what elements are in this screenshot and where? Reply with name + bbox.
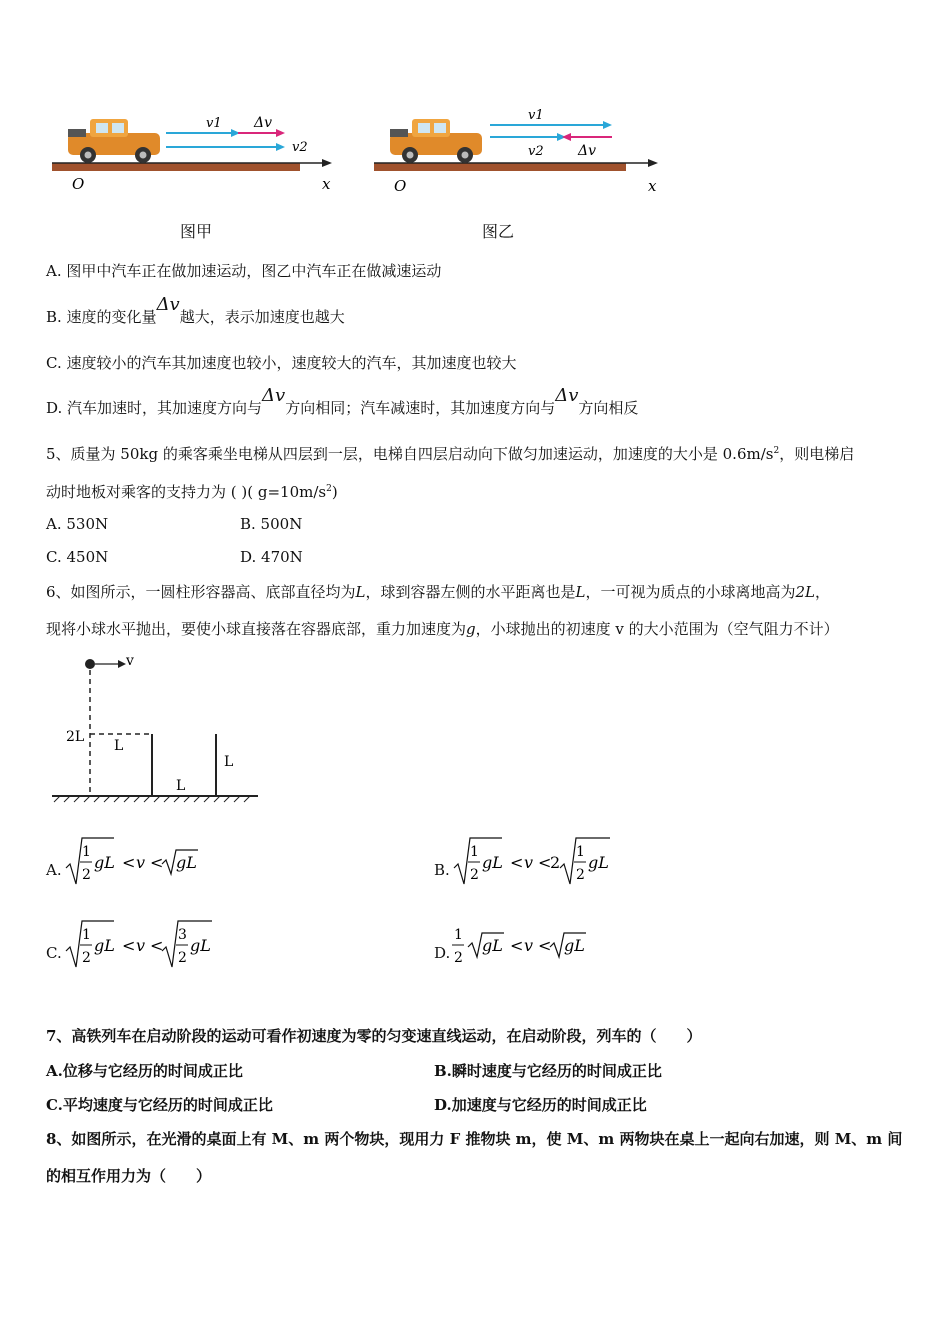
figure-car-left <box>40 105 350 215</box>
svg-text:1: 1 <box>82 927 91 943</box>
q5-stem-line2 <box>46 481 338 502</box>
q4-option-d-mid: 方向相同；汽车减速时，其加速度方向与 <box>285 399 556 417</box>
q6-line2-a: 现将小球水平抛出，要使小球直接落在容器底部，重力加速度为 <box>46 620 467 638</box>
q6-line2-b: ，小球抛出的初速度 v 的大小范围为（空气阻力不计） <box>475 620 839 638</box>
q6-line1-a: 6、如图所示，一圆柱形容器高、底部直径均为 <box>46 583 356 601</box>
ground-bar <box>52 163 300 171</box>
dv-label: Δv <box>254 115 273 131</box>
q8-stem-line2: 的相互作用力为（ ） <box>46 1167 212 1185</box>
svg-text:<: < <box>150 853 164 872</box>
car-icon <box>390 119 482 163</box>
label-L-right: L <box>224 754 234 770</box>
ball <box>85 659 95 669</box>
v1-label: v1 <box>206 116 222 131</box>
var-2L: 2L <box>795 583 816 601</box>
svg-text:1: 1 <box>82 844 91 860</box>
q7-stem: 7、高铁列车在启动阶段的运动可看作初速度为零的匀变速直线运动，在启动阶段，列车的（ ） <box>46 1027 702 1045</box>
svg-text:2: 2 <box>454 950 463 966</box>
q6-option-c-label: C. <box>46 944 62 962</box>
q5-option-d: D. 470N <box>240 548 303 566</box>
origin-label: O <box>394 177 407 195</box>
svg-text:<: < <box>510 853 524 872</box>
q6-option-a-formula <box>62 830 212 890</box>
var-L: L <box>575 583 586 601</box>
q4-option-b-post: 越大，表示加速度也越大 <box>179 308 345 326</box>
svg-text:1: 1 <box>576 844 585 860</box>
q6-option-b-label: B. <box>434 861 450 879</box>
svg-text:2: 2 <box>470 867 479 883</box>
svg-text:1: 1 <box>454 927 463 943</box>
svg-text:v: v <box>136 853 146 872</box>
svg-text:<: < <box>538 936 552 955</box>
svg-text:<: < <box>122 853 136 872</box>
q4-option-d <box>46 385 639 418</box>
q7-option-d: D.加速度与它经历的时间成正比 <box>434 1096 647 1114</box>
svg-text:<: < <box>538 853 552 872</box>
delta-v-symbol: Δv <box>156 294 180 315</box>
svg-text:2: 2 <box>550 853 561 872</box>
q6-option-a-label: A. <box>46 861 62 879</box>
q6-stem-line1 <box>46 581 830 602</box>
svg-text:gL: gL <box>564 936 585 955</box>
svg-text:gL: gL <box>176 853 197 872</box>
origin-label: O <box>72 175 85 193</box>
velocity-arrow <box>118 660 126 668</box>
q5-line2-text: 动时地板对乘客的支持力为 ( )( g=10m/s <box>46 483 327 501</box>
delta-v-symbol: Δv <box>262 385 286 406</box>
var-L: L <box>355 583 366 601</box>
ground-bar <box>374 163 626 171</box>
q4-option-d-pre: D. 汽车加速时，其加速度方向与 <box>46 399 263 417</box>
svg-text:2: 2 <box>82 950 91 966</box>
superscript: 2 <box>773 446 780 456</box>
q7-option-b: B.瞬时速度与它经历的时间成正比 <box>434 1062 662 1080</box>
q6-figure <box>48 650 268 805</box>
svg-text:2: 2 <box>576 867 585 883</box>
q6-option-b-formula <box>450 830 620 890</box>
v2-label: v2 <box>292 140 308 155</box>
v1-label: v1 <box>528 108 544 123</box>
svg-text:gL: gL <box>482 936 503 955</box>
q5-line1-text: 5、质量为 50kg 的乘客乘坐电梯从四层到一层，电梯自四层启动向下做匀加速运动，加速度的大小是 0.6m/s <box>46 445 774 463</box>
var-g: g <box>466 620 476 638</box>
caption-figure-b: 图乙 <box>482 222 515 241</box>
q6-option-c-formula <box>62 913 222 973</box>
q6-option-d-formula <box>450 913 600 973</box>
svg-text:gL: gL <box>588 853 609 872</box>
svg-text:<: < <box>150 936 164 955</box>
svg-text:<: < <box>122 936 136 955</box>
q7-option-a: A.位移与它经历的时间成正比 <box>46 1062 243 1080</box>
label-2L: 2L <box>66 729 85 745</box>
figure-car-right <box>362 105 672 215</box>
label-L-top: L <box>114 738 124 754</box>
svg-text:2: 2 <box>178 950 187 966</box>
q6-line1-d: ， <box>815 583 831 601</box>
car-icon <box>68 119 160 163</box>
q4-option-c: C. 速度较小的汽车其加速度也较小，速度较大的汽车，其加速度也较大 <box>46 354 517 372</box>
q5-line1-tail: ，则电梯启 <box>779 445 855 463</box>
q5-option-b: B. 500N <box>240 515 303 533</box>
svg-text:<: < <box>510 936 524 955</box>
q5-option-c: C. 450N <box>46 548 109 566</box>
svg-text:2: 2 <box>82 867 91 883</box>
q4-option-a: A. 图甲中汽车正在做加速运动，图乙中汽车正在做减速运动 <box>46 262 442 280</box>
label-L-bottom: L <box>176 778 186 794</box>
svg-text:gL: gL <box>94 853 115 872</box>
q6-option-d-label: D. <box>434 944 451 962</box>
q5-stem-line1 <box>46 443 854 464</box>
q4-option-b <box>46 294 345 327</box>
svg-text:gL: gL <box>482 853 503 872</box>
svg-text:1: 1 <box>470 844 479 860</box>
superscript: 2 <box>326 484 332 494</box>
q5-line2-tail: ) <box>331 483 338 501</box>
x-axis-arrow <box>322 159 332 167</box>
q4-option-b-pre: B. 速度的变化量 <box>46 308 157 326</box>
label-v: v <box>126 653 134 669</box>
svg-text:v: v <box>524 936 534 955</box>
q6-line1-c: ，一可视为质点的小球离地高为 <box>585 583 796 601</box>
q7-option-c: C.平均速度与它经历的时间成正比 <box>46 1096 273 1114</box>
caption-figure-a: 图甲 <box>180 222 213 241</box>
v2-label: v2 <box>528 144 544 159</box>
q6-stem-line2 <box>46 618 839 639</box>
x-label: x <box>648 177 657 195</box>
q4-option-d-post: 方向相反 <box>578 399 639 417</box>
x-axis-arrow <box>648 159 658 167</box>
svg-text:v: v <box>524 853 534 872</box>
delta-v-symbol: Δv <box>555 385 579 406</box>
svg-text:gL: gL <box>94 936 115 955</box>
dv-label: Δv <box>578 143 597 159</box>
q5-option-a: A. 530N <box>46 515 109 533</box>
q8-stem-line1: 8、如图所示，在光滑的桌面上有 M、m 两个物块，现用力 F 推物块 m，使 M、m 两物块在桌上一起向右加速，则 M、m 间 <box>46 1130 903 1148</box>
svg-text:gL: gL <box>190 936 211 955</box>
q6-line1-b: ，球到容器左侧的水平距离也是 <box>365 583 576 601</box>
svg-text:v: v <box>136 936 146 955</box>
x-label: x <box>322 175 331 193</box>
svg-text:3: 3 <box>178 927 187 943</box>
